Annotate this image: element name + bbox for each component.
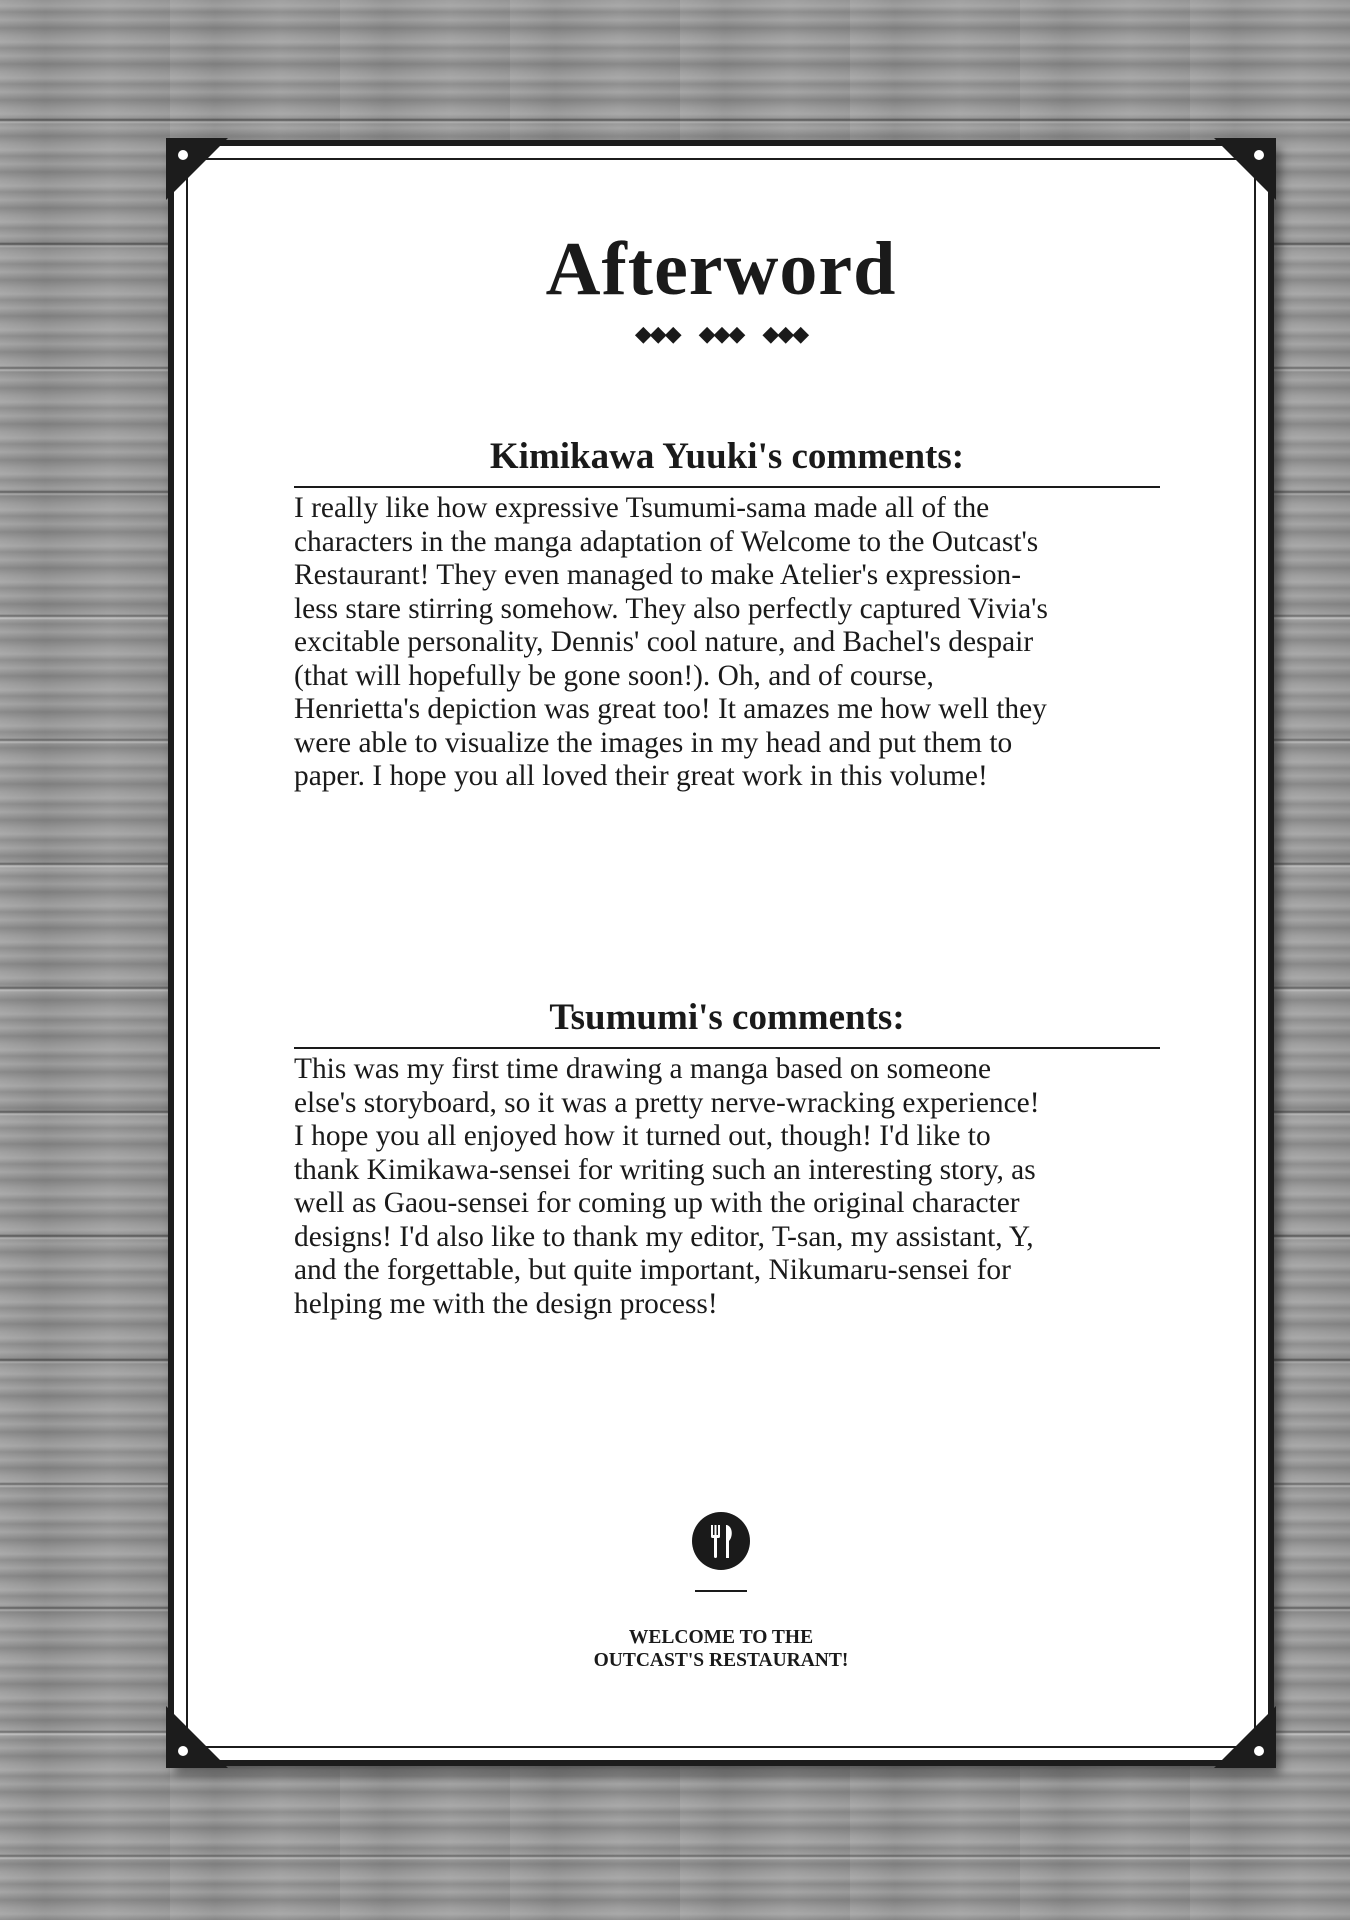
section-body xyxy=(294,1049,1160,1321)
section-heading: Kimikawa Yuuki's comments: xyxy=(294,434,1160,488)
footer-logo xyxy=(174,1511,1268,1672)
section-body xyxy=(294,488,1160,794)
body-line: well as Gaou-sensei for coming up with the original character xyxy=(294,1187,1020,1219)
board-inner-border xyxy=(186,158,1256,1748)
page-title: Afterword xyxy=(545,227,897,311)
body-line: and the forgettable, but quite important, Nikumaru-sensei for xyxy=(294,1254,1011,1286)
body-line: Restaurant! They even managed to make Atelier's expression- xyxy=(294,559,1022,591)
body-line: Henrietta's depiction was great too! It amazes me how well they xyxy=(294,693,1047,725)
afterword-menu-board xyxy=(168,140,1274,1766)
restaurant-title xyxy=(174,1626,1268,1672)
corner-bracket-icon xyxy=(166,1700,234,1768)
body-line: helping me with the design process! xyxy=(294,1287,718,1320)
section-heading: Tsumumi's comments: xyxy=(294,995,1160,1049)
tsumumi-comments-section xyxy=(294,995,1160,1321)
kimikawa-comments-section xyxy=(294,434,1160,794)
body-line: I hope you all enjoyed how it turned out, though! I'd like to xyxy=(294,1120,991,1152)
corner-bracket-icon xyxy=(166,138,234,206)
body-line: (that will hopefully be gone soon!). Oh, and of course, xyxy=(294,659,934,692)
restaurant-title-line: OUTCAST'S RESTAURANT! xyxy=(593,1650,849,1671)
fork-knife-icon xyxy=(691,1511,751,1571)
body-line: were able to visualize the images in my head and put them to xyxy=(294,726,1013,759)
body-line: less stare stirring somehow. They also perfectly captured Vivia's xyxy=(294,592,1048,625)
body-line: This was my first time drawing a manga based on someone xyxy=(294,1053,992,1085)
body-line: thank Kimikawa-sensei for writing such an interesting story, as xyxy=(294,1153,1036,1186)
body-line: designs! I'd also like to thank my editor, T-san, my assistant, Y, xyxy=(294,1220,1034,1253)
diamond-ornament-icon: ◆◆◆ ◆◆◆ ◆◆◆ xyxy=(634,322,808,347)
restaurant-title-line: WELCOME TO THE xyxy=(628,1627,814,1648)
body-line: excitable personality, Dennis' cool nature, and Bachel's despair xyxy=(294,626,1034,658)
corner-bracket-icon xyxy=(1208,138,1276,206)
body-line: I really like how expressive Tsumumi-sama made all of the xyxy=(294,492,990,524)
corner-bracket-icon xyxy=(1208,1700,1276,1768)
body-line: paper. I hope you all loved their great work in this volume! xyxy=(294,760,988,792)
body-line: characters in the manga adaptation of Welcome to the Outcast's xyxy=(294,525,1039,558)
body-line: else's storyboard, so it was a pretty nerve-wracking experience! xyxy=(294,1086,1040,1119)
footer-divider xyxy=(695,1590,747,1592)
